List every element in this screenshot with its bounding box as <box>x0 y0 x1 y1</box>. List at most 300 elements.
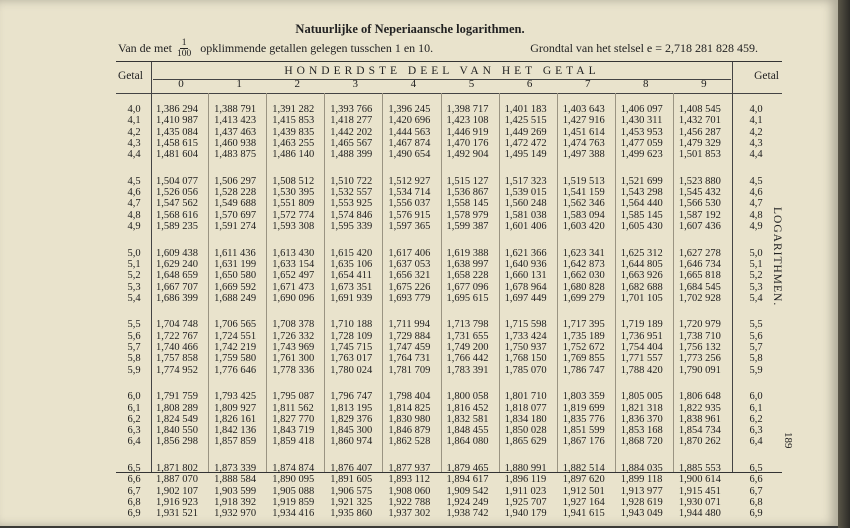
table-cell: 1,706 565 <box>214 319 257 331</box>
row-label-right: 4,0 <box>749 104 763 115</box>
table-cell: 1,757 858 <box>156 353 198 365</box>
table-cell: 1,846 879 <box>388 425 431 437</box>
table-cell: 1,717 395 <box>562 319 605 331</box>
table-cell: 1,835 776 <box>562 413 605 425</box>
column-rule <box>615 93 616 472</box>
table-cell: 1,879 465 <box>446 463 489 474</box>
table-cell: 1,446 919 <box>446 126 489 138</box>
table-cell: 1,633 154 <box>272 258 315 270</box>
table-cell: 1,564 440 <box>620 198 663 210</box>
row-label-right: 4,2 <box>749 126 763 138</box>
table-cell: 1,733 424 <box>504 330 547 342</box>
table-cell: 1,938 742 <box>446 508 489 520</box>
table-cell: 1,393 766 <box>330 104 373 115</box>
table-cell: 1,675 226 <box>388 281 431 293</box>
table-cell: 1,597 365 <box>388 221 431 232</box>
table-cell: 1,686 399 <box>156 292 198 304</box>
table-cell: 1,568 616 <box>156 209 198 221</box>
column-rule <box>673 93 674 472</box>
column-header: 6 <box>526 78 533 90</box>
table-cell: 1,867 176 <box>562 436 605 448</box>
side-running-head: LOGARITHMEN. <box>771 207 783 307</box>
table-cell: 1,410 987 <box>156 115 198 127</box>
table-cell: 1,880 991 <box>504 463 547 474</box>
table-cell: 1,662 030 <box>562 270 605 282</box>
table-cell: 1,699 279 <box>562 292 605 304</box>
table-cell: 1,853 168 <box>620 425 663 437</box>
right-column-rule <box>732 62 733 472</box>
table-cell: 1,631 199 <box>214 258 257 270</box>
table-cell: 1,654 411 <box>330 270 372 282</box>
table-cell: 1,900 614 <box>678 474 721 486</box>
table-cell: 1,684 545 <box>678 281 721 293</box>
column-header: 7 <box>584 78 591 90</box>
table-cell: 1,899 118 <box>620 474 663 486</box>
table-cell: 1,453 953 <box>620 126 663 138</box>
table-cell: 1,591 274 <box>214 221 257 232</box>
table-cell: 1,432 701 <box>678 115 721 127</box>
table-cell: 1,601 406 <box>504 221 547 232</box>
table-cell: 1,435 084 <box>156 126 198 138</box>
table-cell: 1,635 106 <box>330 258 373 270</box>
table-cell: 1,562 346 <box>562 198 605 210</box>
row-label-right: 5,9 <box>749 364 763 376</box>
table-cell: 1,665 818 <box>678 270 721 282</box>
table-cell: 1,418 277 <box>330 115 373 127</box>
table-cell: 1,530 395 <box>272 187 315 199</box>
table-cell: 1,885 553 <box>678 463 721 474</box>
row-label-right: 6,1 <box>749 402 763 414</box>
table-cell: 1,854 734 <box>678 425 721 437</box>
table-cell: 1,756 132 <box>678 342 721 353</box>
table-cell: 1,646 734 <box>678 258 721 270</box>
row-label: 4,9 <box>127 221 141 232</box>
table-cell: 1,444 563 <box>388 126 431 138</box>
row-label: 6,1 <box>127 402 141 414</box>
row-label-right: 5,7 <box>749 342 763 353</box>
table-cell: 1,786 747 <box>562 364 605 376</box>
row-label: 5,4 <box>127 292 141 304</box>
table-cell: 1,704 748 <box>156 319 198 331</box>
table-cell: 1,749 200 <box>446 342 489 353</box>
table-cell: 1,928 619 <box>620 496 663 508</box>
table-cell: 1,619 388 <box>446 247 489 259</box>
table-cell: 1,719 189 <box>620 319 663 331</box>
column-header: 4 <box>410 78 417 90</box>
table-cell: 1,906 575 <box>330 485 373 497</box>
table-cell: 1,720 979 <box>678 319 721 331</box>
table-cell: 1,912 501 <box>562 485 605 497</box>
table-cell: 1,551 809 <box>272 198 315 210</box>
row-label: 4,6 <box>127 187 141 199</box>
row-label-right: 4,6 <box>749 187 763 199</box>
table-cell: 1,451 614 <box>562 126 605 138</box>
row-label: 4,5 <box>127 175 141 187</box>
row-label: 6,6 <box>127 474 141 486</box>
table-cell: 1,940 179 <box>504 508 547 520</box>
table-cell: 1,621 366 <box>504 247 547 259</box>
table-cell: 1,656 321 <box>388 270 431 282</box>
table-cell: 1,724 551 <box>214 330 257 342</box>
table-cell: 1,640 936 <box>504 258 547 270</box>
row-label: 6,8 <box>127 496 141 508</box>
table-cell: 1,860 974 <box>330 436 373 448</box>
table-cell: 1,805 005 <box>620 391 663 403</box>
table-cell: 1,677 096 <box>446 281 489 293</box>
table-cell: 1,814 825 <box>388 402 431 414</box>
table-cell: 1,790 091 <box>678 364 721 376</box>
table-cell: 1,911 023 <box>504 485 547 497</box>
table-cell: 1,780 024 <box>330 364 373 376</box>
table-cell: 1,840 550 <box>156 425 198 437</box>
row-label: 6,9 <box>127 508 141 520</box>
table-cell: 1,504 077 <box>156 175 198 187</box>
table-cell: 1,791 759 <box>156 391 198 403</box>
table-cell: 1,818 077 <box>504 402 547 414</box>
table-cell: 1,842 136 <box>214 425 257 437</box>
table-cell: 1,752 672 <box>562 342 605 353</box>
table-cell: 1,460 938 <box>214 137 257 149</box>
row-label: 5,6 <box>127 330 141 342</box>
table-cell: 1,845 300 <box>330 425 373 437</box>
row-label-right: 4,7 <box>749 198 763 210</box>
table-cell: 1,519 513 <box>562 175 605 187</box>
table-cell: 1,865 629 <box>504 436 547 448</box>
table-cell: 1,680 828 <box>562 281 605 293</box>
table-cell: 1,726 332 <box>272 330 315 342</box>
table-cell: 1,508 512 <box>272 175 315 187</box>
table-cell: 1,890 095 <box>272 474 315 486</box>
table-cell: 1,731 655 <box>446 330 489 342</box>
table-cell: 1,617 406 <box>388 247 431 259</box>
table-cell: 1,572 774 <box>272 209 315 221</box>
table-cell: 1,488 399 <box>330 149 373 161</box>
column-rule <box>557 93 558 472</box>
table-cell: 1,827 770 <box>272 413 315 425</box>
table-cell: 1,776 646 <box>214 364 257 376</box>
table-cell: 1,908 060 <box>388 485 431 497</box>
table-cell: 1,922 788 <box>388 496 431 508</box>
table-cell: 1,874 874 <box>272 463 315 474</box>
table-cell: 1,517 323 <box>504 175 547 187</box>
table-cell: 1,711 994 <box>388 319 431 331</box>
table-cell: 1,396 245 <box>388 104 431 115</box>
table-cell: 1,615 420 <box>330 247 373 259</box>
table-cell: 1,759 580 <box>214 353 257 365</box>
row-label: 4,0 <box>127 104 141 115</box>
row-label-right: 6,0 <box>749 391 763 403</box>
table-cell: 1,924 249 <box>446 496 489 508</box>
table-cell: 1,543 298 <box>620 187 663 199</box>
table-cell: 1,921 325 <box>330 496 373 508</box>
table-cell: 1,401 183 <box>504 104 547 115</box>
fraction-numerator: 1 <box>181 38 187 48</box>
table-cell: 1,609 438 <box>156 247 198 259</box>
table-cell: 1,599 387 <box>446 221 489 232</box>
column-header: 5 <box>468 78 475 90</box>
column-rule <box>382 93 383 472</box>
table-cell: 1,876 407 <box>330 463 373 474</box>
table-cell: 1,671 473 <box>272 281 315 293</box>
table-cell: 1,556 037 <box>388 198 431 210</box>
page-title: Natuurlijke of Neperiaansche logarithmen. <box>295 22 525 36</box>
table-cell: 1,427 916 <box>562 115 605 127</box>
row-label-right: 4,9 <box>749 221 763 232</box>
table-cell: 1,826 161 <box>214 413 257 425</box>
table-cell: 1,566 530 <box>678 198 721 210</box>
table-cell: 1,871 802 <box>156 463 198 474</box>
table-cell: 1,836 370 <box>620 413 663 425</box>
table-cell: 1,916 923 <box>156 496 198 508</box>
table-cell: 1,829 376 <box>330 413 373 425</box>
table-cell: 1,915 451 <box>678 485 721 497</box>
row-label-right: 6,3 <box>749 425 763 437</box>
table-cell: 1,893 112 <box>388 474 431 486</box>
subtitle-base: Grondtal van het stelsel e = 2,718 281 828 459. <box>530 41 758 55</box>
table-cell: 1,523 880 <box>678 175 721 187</box>
table-cell: 1,764 731 <box>388 353 431 365</box>
table-cell: 1,613 430 <box>272 247 315 259</box>
table-cell: 1,795 087 <box>272 391 315 403</box>
table-cell: 1,583 094 <box>562 209 605 221</box>
table-cell: 1,477 059 <box>620 137 663 149</box>
row-label-right: 5,4 <box>749 292 763 304</box>
table-cell: 1,806 648 <box>678 391 721 403</box>
table-cell: 1,803 359 <box>562 391 605 403</box>
table-cell: 1,798 404 <box>388 391 431 403</box>
table-cell: 1,532 557 <box>330 187 373 199</box>
table-cell: 1,539 015 <box>504 187 547 199</box>
row-label: 6,3 <box>127 425 141 437</box>
table-cell: 1,406 097 <box>620 104 663 115</box>
table-cell: 1,574 846 <box>330 209 373 221</box>
table-cell: 1,495 149 <box>504 149 547 161</box>
table-cell: 1,629 240 <box>156 258 198 270</box>
table-cell: 1,398 717 <box>446 104 489 115</box>
table-cell: 1,927 164 <box>562 496 605 508</box>
table-cell: 1,553 925 <box>330 198 373 210</box>
table-cell: 1,832 581 <box>446 413 489 425</box>
fraction-denominator: 100 <box>176 49 192 59</box>
row-label: 6,4 <box>127 436 141 448</box>
table-cell: 1,862 528 <box>388 436 431 448</box>
table-cell: 1,510 722 <box>330 175 373 187</box>
column-rule <box>324 93 325 472</box>
left-column-rule <box>151 62 152 472</box>
right-getal-header: Getal <box>754 70 779 82</box>
table-cell: 1,691 939 <box>330 292 373 304</box>
row-label-right: 5,8 <box>749 353 763 365</box>
table-cell: 1,652 497 <box>272 270 315 282</box>
table-cell: 1,761 300 <box>272 353 315 365</box>
table-cell: 1,570 697 <box>214 209 257 221</box>
row-label: 5,3 <box>127 281 141 293</box>
subtitle <box>118 38 758 59</box>
column-header: 0 <box>178 78 184 90</box>
table-cell: 1,783 391 <box>446 364 489 376</box>
table-cell: 1,897 620 <box>562 474 605 486</box>
row-label: 5,9 <box>127 364 141 376</box>
row-label-right: 6,7 <box>749 485 763 497</box>
table-cell: 1,669 592 <box>214 281 257 293</box>
table-cell: 1,778 336 <box>272 364 315 376</box>
row-label: 6,5 <box>127 463 141 474</box>
table-cell: 1,870 262 <box>678 436 721 448</box>
row-label-right: 4,3 <box>749 137 763 149</box>
table-cell: 1,819 699 <box>562 402 605 414</box>
table-cell: 1,821 318 <box>620 402 663 414</box>
table-cell: 1,607 436 <box>678 221 721 232</box>
table-cell: 1,603 420 <box>562 221 605 232</box>
table-cell: 1,430 311 <box>620 115 663 127</box>
table-cell: 1,589 235 <box>156 221 198 232</box>
table-cell: 1,425 515 <box>504 115 547 127</box>
row-label: 5,2 <box>127 270 141 282</box>
table-cell: 1,715 598 <box>504 319 547 331</box>
row-label: 4,8 <box>127 209 141 221</box>
table-cell: 1,423 108 <box>446 115 489 127</box>
table-cell: 1,766 442 <box>446 353 489 365</box>
table-cell: 1,486 140 <box>272 149 315 161</box>
row-label-right: 5,0 <box>749 247 763 259</box>
table-cell: 1,534 714 <box>388 187 431 199</box>
row-label: 6,0 <box>127 391 141 403</box>
table-cell: 1,678 964 <box>504 281 547 293</box>
table-cell: 1,701 105 <box>620 292 663 304</box>
table-cell: 1,663 926 <box>620 270 663 282</box>
table-cell: 1,722 767 <box>156 330 198 342</box>
table-cell: 1,541 159 <box>562 187 605 199</box>
table-cell: 1,743 969 <box>272 342 315 353</box>
table-cell: 1,521 699 <box>620 175 663 187</box>
table-cell: 1,868 720 <box>620 436 663 448</box>
row-label-right: 4,4 <box>749 149 763 161</box>
table-cell: 1,773 256 <box>678 353 721 365</box>
table-cell: 1,578 979 <box>446 209 489 221</box>
logarithm-table <box>116 61 782 520</box>
column-header: 2 <box>294 78 300 90</box>
table-cell: 1,808 289 <box>156 402 198 414</box>
table-cell: 1,690 096 <box>272 292 315 304</box>
subtitle-lead: Van de met <box>118 41 172 55</box>
table-cell: 1,747 459 <box>388 342 431 353</box>
table-cell: 1,642 873 <box>562 258 605 270</box>
row-label-right: 5,6 <box>749 330 763 342</box>
table-cell: 1,816 452 <box>446 402 489 414</box>
table-cell: 1,941 615 <box>562 508 605 520</box>
table-cell: 1,456 287 <box>678 126 721 138</box>
table-cell: 1,595 339 <box>330 221 373 232</box>
page-number: 189 <box>782 432 794 449</box>
table-cell: 1,658 228 <box>446 270 489 282</box>
table-cell: 1,437 463 <box>214 126 257 138</box>
row-label-right: 5,3 <box>749 281 763 293</box>
table-cell: 1,650 580 <box>214 270 257 282</box>
left-getal-header: Getal <box>118 70 143 82</box>
column-header: 3 <box>352 78 359 90</box>
table-cell: 1,702 928 <box>678 292 721 304</box>
table-cell: 1,801 710 <box>504 391 547 403</box>
table-cell: 1,637 053 <box>388 258 431 270</box>
table-cell: 1,470 176 <box>446 137 489 149</box>
table-cell: 1,472 472 <box>504 137 547 149</box>
table-cell: 1,576 915 <box>388 209 431 221</box>
row-label-right: 6,9 <box>749 508 763 520</box>
table-cell: 1,558 145 <box>446 198 489 210</box>
column-rule <box>499 93 500 472</box>
table-cell: 1,413 423 <box>214 115 257 127</box>
table-cell: 1,903 599 <box>214 485 257 497</box>
table-cell: 1,937 302 <box>388 508 431 520</box>
table-cell: 1,745 715 <box>330 342 373 353</box>
table-cell: 1,750 937 <box>504 342 547 353</box>
table-cell: 1,648 659 <box>156 270 198 282</box>
table-cell: 1,439 835 <box>272 126 315 138</box>
column-rule <box>441 93 442 472</box>
table-cell: 1,905 088 <box>272 485 315 497</box>
table-cell: 1,560 248 <box>504 198 547 210</box>
table-cell: 1,420 696 <box>388 115 431 127</box>
table-cell: 1,781 709 <box>388 364 431 376</box>
fraction <box>177 38 191 59</box>
row-label: 5,8 <box>127 353 141 365</box>
table-cell: 1,884 035 <box>620 463 663 474</box>
table-cell: 1,785 070 <box>504 364 547 376</box>
table-cell: 1,851 599 <box>562 425 605 437</box>
table-cell: 1,925 707 <box>504 496 547 508</box>
table-cell: 1,415 853 <box>272 115 315 127</box>
table-cell: 1,408 545 <box>678 104 721 115</box>
table-cell: 1,492 904 <box>446 149 489 161</box>
table-cell: 1,943 049 <box>620 508 663 520</box>
table-cell: 1,458 615 <box>156 137 198 149</box>
table-cell: 1,673 351 <box>330 281 373 293</box>
table-cell: 1,763 017 <box>330 353 373 365</box>
table-cell: 1,896 119 <box>504 474 547 486</box>
table-cell: 1,813 195 <box>330 402 373 414</box>
table-cell: 1,793 425 <box>214 391 257 403</box>
table-cell: 1,769 855 <box>562 353 605 365</box>
table-cell: 1,830 980 <box>388 413 431 425</box>
table-cell: 1,891 605 <box>330 474 373 486</box>
table-cell: 1,919 859 <box>272 496 315 508</box>
column-rule <box>208 93 209 472</box>
table-cell: 1,391 282 <box>272 104 315 115</box>
table-cell: 1,512 927 <box>388 175 431 187</box>
table-cell: 1,856 298 <box>156 436 198 448</box>
table-cell: 1,536 867 <box>446 187 489 199</box>
table-cell: 1,545 432 <box>678 187 721 199</box>
table-cell: 1,873 339 <box>214 463 257 474</box>
table-cell: 1,474 763 <box>562 137 605 149</box>
table-cell: 1,695 615 <box>446 292 489 304</box>
row-label: 5,1 <box>127 258 141 270</box>
column-header: 8 <box>643 78 649 90</box>
table-cell: 1,887 070 <box>156 474 198 486</box>
table-cell: 1,902 107 <box>156 485 198 497</box>
table-cell: 1,800 058 <box>446 391 489 403</box>
row-label: 4,1 <box>127 115 141 127</box>
table-cell: 1,386 294 <box>156 104 198 115</box>
table-cell: 1,465 567 <box>330 137 373 149</box>
table-cell: 1,811 562 <box>272 402 314 414</box>
table-cell: 1,771 557 <box>620 353 663 365</box>
table-cell: 1,581 038 <box>504 209 547 221</box>
table-cell: 1,481 604 <box>156 149 198 161</box>
table-cell: 1,931 521 <box>156 508 198 520</box>
row-label-right: 4,1 <box>749 115 763 127</box>
table-cell: 1,932 970 <box>214 508 257 520</box>
